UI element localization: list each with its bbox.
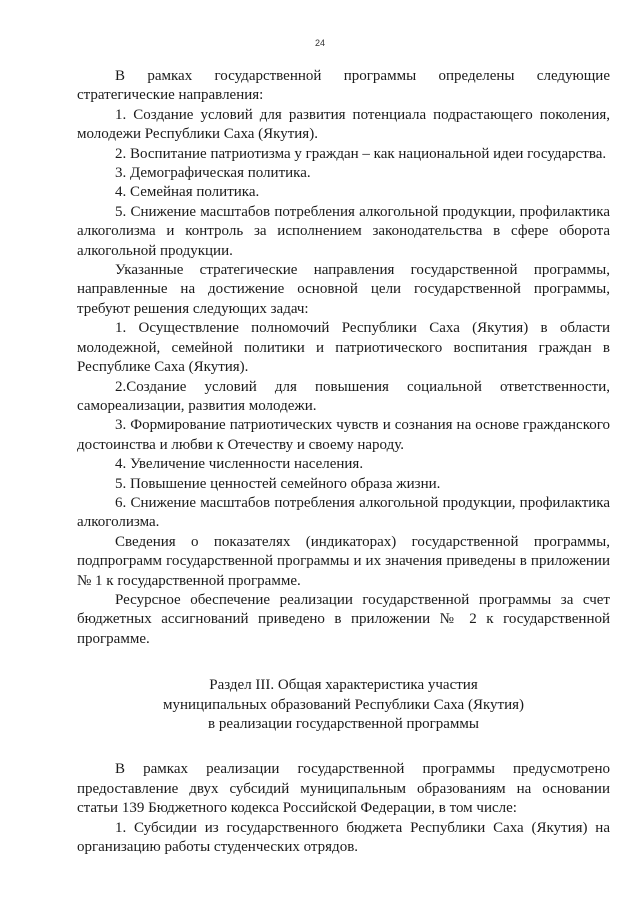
paragraph-indicators: Сведения о показателях (индикаторах) государственной программы, подпрограмм государственной программы и их значения приведены в приложении № 1 к государственной программе. [77, 533, 610, 589]
paragraph-intro: В рамках государственной программы определены следующие стратегические направления: [77, 68, 610, 104]
paragraph-subsidies: В рамках реализации государственной программы предусмотрено предоставление двух субсидий муниципальным образованиям на основании статьи 139 Бюджетного кодекса Российской Федерации, в том числе: [77, 761, 610, 817]
section-heading-line-3: в реализации государственной программы [208, 716, 479, 732]
list-item-direction-5: 5. Снижение масштабов потребления алкогольной продукции, профилактика алкоголизма и контроль за исполнением законодательства в сфере оборота алкогольной продукции. [77, 203, 610, 259]
list-item-task-4: 4. Увеличение численности населения. [115, 456, 364, 473]
list-item-task-6: 6. Снижение масштабов потребления алкогольной продукции, профилактика алкоголизма. [77, 494, 610, 531]
paragraph-tasks-intro: Указанные стратегические направления государственной программы, направленные на достижение основной цели государственной программы, требуют решения следующих задач: [77, 262, 610, 317]
list-item-task-2: 2.Создание условий для повышения социальной ответственности, самореализации, развития молодежи. [77, 378, 610, 414]
body-text [77, 67, 610, 857]
page-number: 24 [314, 38, 325, 48]
list-item-task-5: 5. Повышение ценностей семейного образа жизни. [115, 475, 441, 492]
list-item-direction-1: 1. Создание условий для развития потенциала подрастающего поколения, молодежи Республики Саха (Якутия). [77, 106, 610, 143]
list-item-subsidy-1: 1. Субсидии из государственного бюджета Республики Саха (Якутия) на организацию работы студенческих отрядов. [77, 819, 610, 856]
section-heading [77, 676, 610, 734]
list-item-direction-3: 3. Демографическая политика. [115, 165, 311, 182]
list-item-task-3: 3. Формирование патриотических чувств и сознания на основе гражданского достоинства и любви к Отечеству и своему народу. [77, 417, 610, 453]
list-item-direction-4: 4. Семейная политика. [115, 184, 260, 201]
section-heading-line-1: Раздел III. Общая характеристика участия [209, 677, 478, 694]
section-heading-line-2: муниципальных образований Республики Саха (Якутия) [162, 696, 525, 713]
list-item-direction-2: 2. Воспитание патриотизма у граждан – как национальной идеи государства. [115, 145, 607, 162]
paragraph-resources: Ресурсное обеспечение реализации государственной программы за счет бюджетных ассигнований приведено в приложении № 2 к государственной программе. [77, 591, 610, 647]
list-item-task-1: 1. Осуществление полномочий Республики Саха (Якутия) в области молодежной, семейной политики и патриотического воспитания граждан в Республике Саха (Якутия). [77, 320, 610, 376]
